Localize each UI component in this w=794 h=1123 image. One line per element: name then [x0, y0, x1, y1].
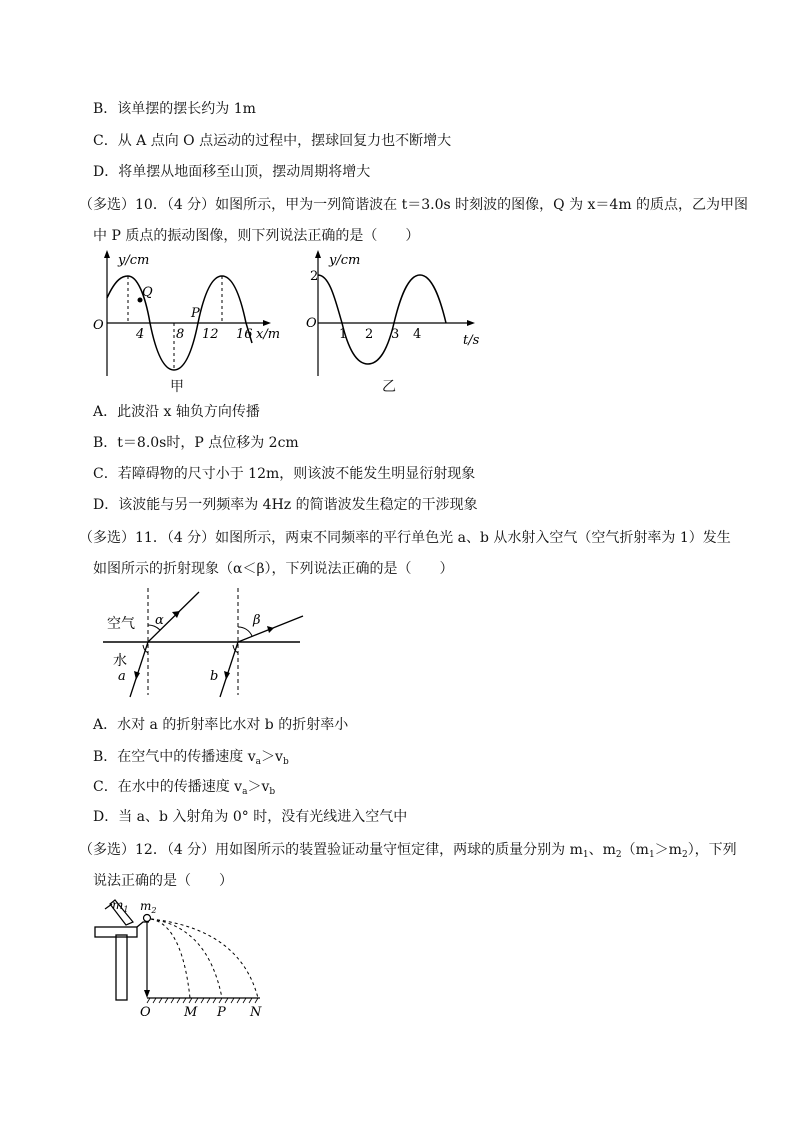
yi-tick-2: 2 — [365, 327, 374, 342]
yi-tick-4: 4 — [413, 327, 422, 342]
q11-option-b: B．在空气中的传播速度 $v_a>v_b$ — [93, 749, 289, 767]
label-n: N — [250, 1005, 262, 1020]
label-air: 空气 — [107, 616, 135, 632]
jia-x-label: x/m — [256, 327, 281, 342]
jia-y-label: y/cm — [118, 253, 150, 268]
q12-stem-line2: 说法正确的是（ ） — [93, 873, 233, 889]
jia-tick-8: 8 — [176, 327, 185, 342]
jia-point-q: Q — [142, 285, 153, 300]
label-p: P — [217, 1005, 226, 1020]
q11-refraction-figure — [100, 585, 310, 705]
yi-y-label: y/cm — [329, 253, 361, 268]
q12-apparatus-figure — [90, 895, 280, 1020]
q11-option-d: D．当 a、b 入射角为 0° 时，没有光线进入空气中 — [93, 809, 408, 825]
label-o: O — [140, 1005, 151, 1020]
q9-option-b: B．该单摆的摆长约为 1m — [93, 101, 256, 117]
q12-stem-line1: （多选）12．（4 分）用如图所示的装置验证动量守恒定律，两球的质量分别为 $m_1$、$m_2(m_1>m_2)$，下列 — [79, 842, 737, 860]
q9-option-c: C．从 A 点向 O 点运动的过程中，摆球回复力也不断增大 — [93, 133, 452, 149]
yi-tick-1: 1 — [339, 327, 348, 342]
q11-stem-line1: （多选）11．（4 分）如图所示，两束不同频率的平行单色光 a、b 从水射入空气（空气折射率为 1）发生 — [79, 530, 731, 546]
jia-point-p: P — [191, 306, 200, 321]
label-m: M — [184, 1005, 198, 1020]
label-m1: $m_1$ — [112, 898, 129, 914]
jia-tick-4: 4 — [136, 327, 145, 342]
q10-figure-yi — [300, 248, 490, 383]
yi-origin: O — [306, 316, 317, 331]
q10-option-b: B．t＝8.0s时，P 点位移为 2cm — [93, 435, 299, 451]
jia-tick-16: 16 — [236, 327, 253, 342]
yi-tick-3: 3 — [391, 327, 400, 342]
q10-caption-yi: 乙 — [382, 379, 396, 395]
yi-x-label: t/s — [463, 333, 480, 348]
jia-origin: O — [93, 318, 104, 333]
label-ray-a: a — [118, 669, 126, 684]
q10-option-a: A．此波沿 x 轴负方向传播 — [93, 404, 260, 420]
q10-stem-line1: （多选）10．（4 分）如图所示，甲为一列简谐波在 t＝3.0s 时刻波的图像，Q 为 x＝4m 的质点，乙为甲图 — [79, 197, 749, 213]
yi-amplitude: 2 — [310, 269, 319, 284]
q10-option-d: D．该波能与另一列频率为 4Hz 的简谐波发生稳定的干涉现象 — [93, 497, 478, 513]
label-water: 水 — [113, 653, 127, 669]
label-m2: $m_2$ — [140, 899, 157, 915]
q10-figure-jia — [90, 248, 290, 383]
q9-option-d: D．将单摆从地面移至山顶，摆动周期将增大 — [93, 164, 371, 180]
label-beta: β — [253, 613, 261, 628]
q11-option-c: C．在水中的传播速度 $v_a>v_b$ — [93, 779, 276, 797]
label-alpha: α — [155, 613, 164, 628]
label-ray-b: b — [210, 669, 219, 684]
q10-caption-jia: 甲 — [170, 379, 184, 395]
jia-tick-12: 12 — [202, 327, 219, 342]
q10-stem-line2: 中 P 质点的振动图像，则下列说法正确的是（ ） — [93, 228, 420, 244]
q11-option-a: A．水对 a 的折射率比水对 b 的折射率小 — [93, 717, 349, 733]
q10-option-c: C．若障碍物的尺寸小于 12m，则该波不能发生明显衍射现象 — [93, 466, 476, 482]
q11-stem-line2: 如图所示的折射现象（α＜β），下列说法正确的是（ ） — [93, 561, 454, 577]
